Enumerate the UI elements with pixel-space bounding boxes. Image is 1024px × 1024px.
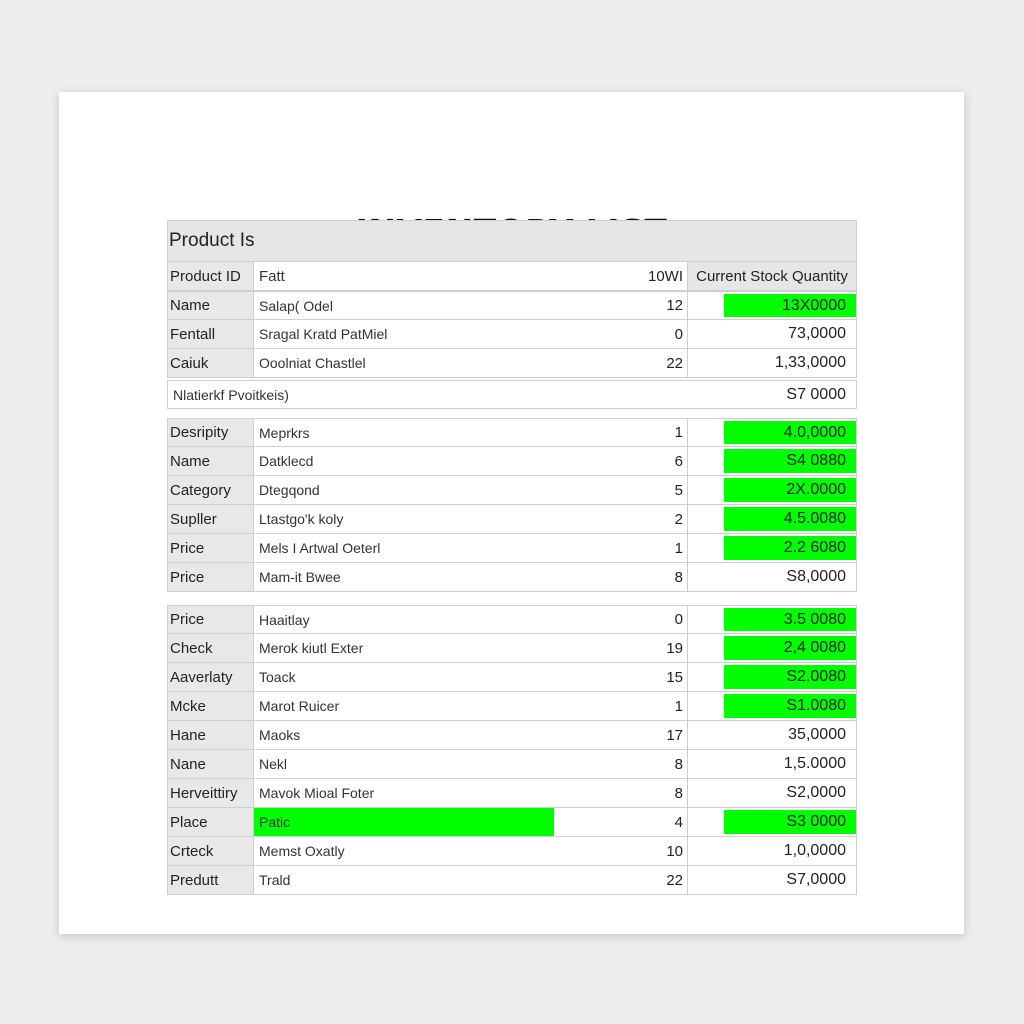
row-qty: 1 [554,692,688,720]
row-label: Crteck [168,837,254,865]
row-qty: 15 [554,663,688,691]
stock-value: 3.5 0080 [783,610,846,628]
row-label: Name [168,447,254,475]
stock-value: 2.2 6080 [783,539,846,556]
row-stock [688,349,856,377]
row-stock [688,634,856,662]
row-label: Supller [168,505,254,533]
stock-value: 1,0,0000 [783,842,846,859]
stock-value: 13X0000 [781,296,846,314]
stock-value: S4 0880 [786,452,846,469]
row-qty: 2 [554,505,688,533]
row-stock [688,447,856,475]
row-label: Desripity [168,419,254,446]
row-qty: 1 [554,419,688,446]
row-label: Aaverlaty [168,663,254,691]
row-stock [688,476,856,504]
row-stock [688,866,856,894]
table-row [167,563,857,592]
row-label: Fentall [168,320,254,348]
table-group-2 [167,418,857,592]
row-qty: 17 [554,721,688,749]
row-label: Category [168,476,254,504]
table-row [167,721,857,750]
row-name: Dtegqond [259,482,320,498]
inventory-table [167,220,857,895]
row-name: Datklecd [259,453,314,469]
stock-value: S1.0080 [786,697,846,714]
row-name: Maoks [259,727,301,743]
row-qty: 4 [554,808,688,836]
row-name: Mels I Artwal Oeterl [259,540,381,556]
row-label: Caiuk [168,349,254,377]
row-qty: 10 [554,837,688,865]
row-label: Predutt [168,866,254,894]
table-row [167,808,857,837]
column-header-stock: Current Stock Quantity [688,262,856,290]
table-group-1 [167,291,857,378]
row-qty: 1 [554,534,688,562]
table-row [167,866,857,895]
stock-value: 4.5.0080 [783,510,846,527]
row-qty: 5 [554,476,688,504]
row-stock [688,692,856,720]
stock-value: S2.0080 [786,668,846,685]
table-row [167,692,857,721]
table-row [167,663,857,692]
row-name: Toack [259,669,296,685]
row-name: Sragal Kratd PatMiel [259,326,388,342]
table-row [167,505,857,534]
row-stock [688,320,856,348]
table-row [167,779,857,808]
row-qty: 19 [554,634,688,662]
stock-value: 2X.0000 [786,481,846,498]
row-qty: 0 [554,606,688,633]
row-stock [688,606,856,633]
row-name: Ltastgo'k koly [259,511,344,527]
row-qty: 22 [554,866,688,894]
row-stock [688,750,856,778]
row-stock [688,419,856,446]
table-row [167,476,857,505]
row-qty: 0 [554,320,688,348]
row-label: Name [168,292,254,319]
table-row [167,534,857,563]
row-name: Meprkrs [259,424,310,441]
row-name: Mam-it Bwee [259,569,341,585]
row-stock [688,779,856,807]
table-header-row [167,262,857,291]
stock-value: 2,4 0080 [783,639,846,656]
table-group-3 [167,605,857,895]
row-label: Chеck [168,634,254,662]
column-header-qty: 10WI [554,262,688,290]
row-name: Salap( Odel [259,297,333,314]
stock-value: 1,33,0000 [774,354,846,371]
row-label: Price [168,534,254,562]
stock-value: S8,0000 [786,568,846,585]
row-name: Ooolniat Chastlel [259,355,366,371]
row-label: Price [168,563,254,591]
row-label: Hane [168,721,254,749]
stock-value: 35,0000 [788,726,846,743]
table-row [167,320,857,349]
column-header-name: Fatt [259,267,285,285]
table-row [167,750,857,779]
row-label: Place [168,808,254,836]
summary-value: S7 0000 [786,385,846,403]
table-row [167,349,857,378]
row-name: Merok kiutl Exter [259,640,364,656]
table-row [167,418,857,447]
section-header: Product Is [167,220,857,262]
stock-value: 1,5.0000 [783,755,846,772]
column-header-label: Product ID [168,262,254,290]
row-name: Nekl [259,756,288,772]
row-stock [688,837,856,865]
row-stock [688,505,856,533]
summary-row [167,380,857,409]
row-name: Memst Oxatly [259,843,345,859]
row-stock [688,663,856,691]
row-stock [688,721,856,749]
row-stock [688,808,856,836]
stock-value: S7,0000 [786,871,846,888]
row-label: Mcke [168,692,254,720]
row-name: Marot Ruicer [259,698,340,714]
stock-value: S2,0000 [786,784,846,801]
row-qty: 8 [554,750,688,778]
row-stock [688,563,856,591]
row-label: Nane [168,750,254,778]
row-name: Mavok Mioal Foter [259,785,375,801]
row-qty: 22 [554,349,688,377]
row-qty: 8 [554,563,688,591]
table-row [167,837,857,866]
row-stock [688,534,856,562]
row-label: Price [168,606,254,633]
stock-value: 4.0,0000 [783,423,846,441]
row-name: Patic [254,808,554,836]
row-name: Trald [259,872,291,888]
row-qty: 12 [554,292,688,319]
summary-label: Nlatierkf Pvoitkeis) [173,386,289,403]
stock-value: 73,0000 [788,325,846,342]
row-label: Herveittiry [168,779,254,807]
table-row [167,447,857,476]
stock-value: S3 0000 [786,813,846,830]
row-qty: 6 [554,447,688,475]
table-row [167,605,857,634]
row-stock [688,292,856,319]
table-row [167,291,857,320]
table-row [167,634,857,663]
row-name: Haaitlay [259,611,310,628]
row-qty: 8 [554,779,688,807]
